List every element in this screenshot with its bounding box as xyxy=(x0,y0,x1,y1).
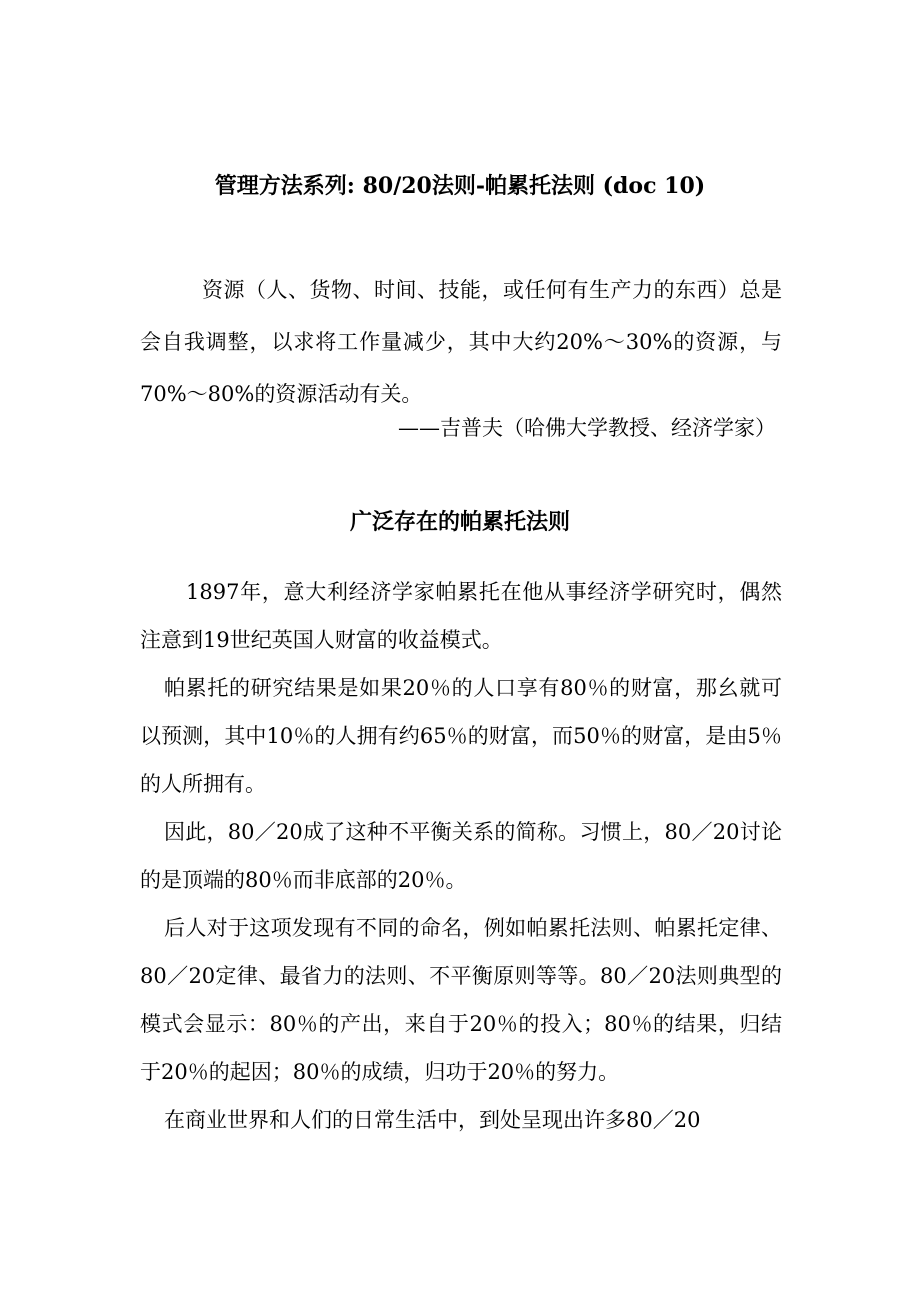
epigraph-attribution: ——吉普夫（哈佛大学教授、经济学家） xyxy=(398,416,776,440)
body-paragraph: 因此，80／20成了这种不平衡关系的简称。习惯上，80／20讨论的是顶端的80％而非底部的20％。 xyxy=(140,820,782,892)
body-paragraph: 帕累托的研究结果是如果20％的人口享有80％的财富，那幺就可以预测，其中10％的人拥有约65％的财富，而50％的财富，是由5％的人所拥有。 xyxy=(140,676,782,796)
body-paragraph: 在商业世界和人们的日常生活中，到处呈现出许多80／20 xyxy=(164,1108,701,1132)
body-paragraph: 1897年，意大利经济学家帕累托在他从事经济学研究时，偶然注意到19世纪英国人财富的收益模式。 xyxy=(140,580,782,652)
epigraph-quote: 资源（人、货物、时间、技能，或任何有生产力的东西）总是会自我调整，以求将工作量减少，其中大约20%～30%的资源，与70%～80%的资源活动有关。 xyxy=(140,278,782,406)
body-paragraph: 后人对于这项发现有不同的命名，例如帕累托法则、帕累托定律、80／20定律、最省力的法则、不平衡原则等等。80／20法则典型的模式会显示：80％的产出，来自于20％的投入；80％的结果，归结于20％的起因；80％的成绩，归功于20％的努力。 xyxy=(140,916,782,1084)
document-title: 管理方法系列: 80/20法则-帕累托法则 (doc 10) xyxy=(214,173,706,199)
section-heading: 广泛存在的帕累托法则 xyxy=(349,509,570,535)
section-body xyxy=(140,568,782,1144)
